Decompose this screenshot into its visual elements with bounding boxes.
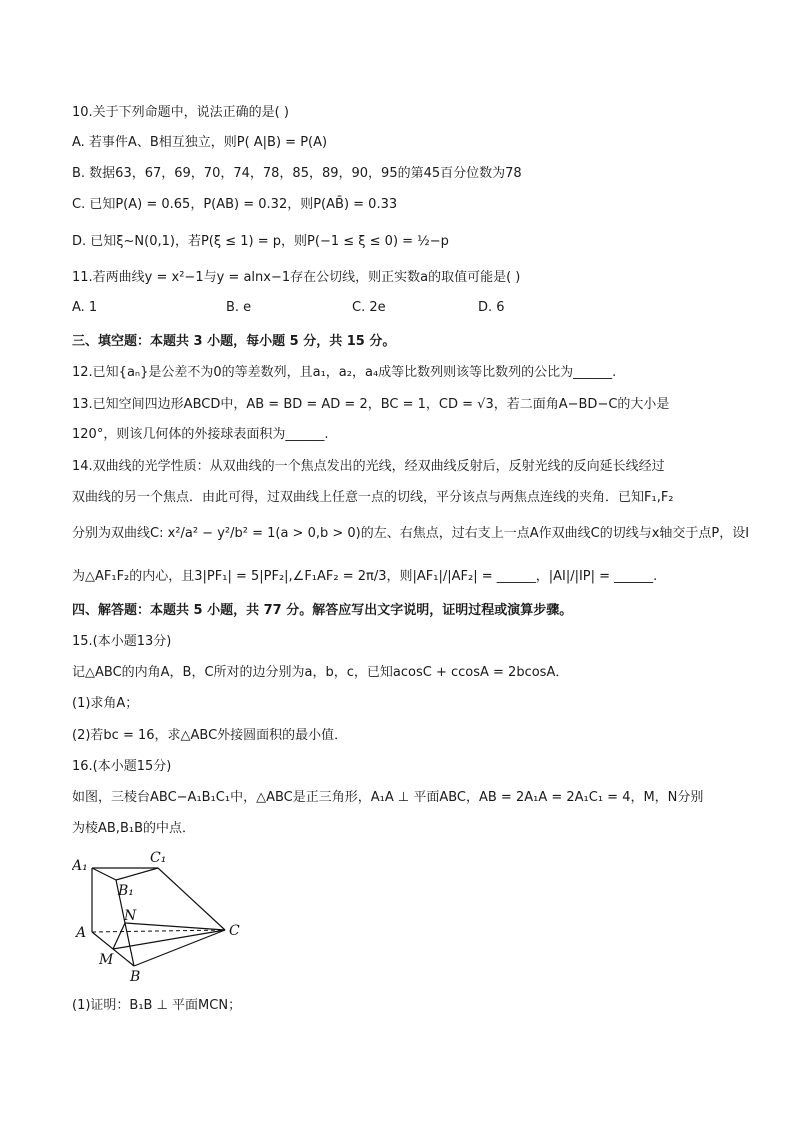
- label-n: N: [124, 908, 137, 924]
- q16-part-1: (1)证明：B₁B ⊥ 平面MCN；: [72, 998, 242, 1013]
- q10-option-b: B. 数据63，67，69，70，74，78，85，89，90，95的第45百分位数为78: [72, 166, 522, 181]
- q11-option-d: D. 6: [478, 300, 505, 315]
- q15-header: 15.(本小题13分): [72, 634, 172, 649]
- q13-line-2: 120°，则该几何体的外接球表面积为______.: [72, 427, 329, 442]
- q11-option-c: C. 2e: [352, 300, 386, 315]
- frustum-figure: [72, 850, 247, 985]
- hidden-edge-ac: [92, 930, 225, 932]
- q12: 12.已知{aₙ}是公差不为0的等差数列，且a₁，a₂，a₄成等比数列则该等比数列的公比为______.: [72, 365, 617, 380]
- label-c1: C₁: [150, 850, 167, 866]
- q15-part-1: (1)求角A；: [72, 696, 139, 711]
- q15-part-2: (2)若bc = 16，求△ABC外接圆面积的最小值．: [72, 728, 348, 743]
- label-b1: B₁: [118, 883, 134, 899]
- q14-line-1: 14.双曲线的光学性质：从双曲线的一个焦点发出的光线，经双曲线反射后，反射光线的反向延长线经过: [72, 459, 665, 474]
- q10-option-a: A. 若事件A、B相互独立，则P( A|B) = P(A): [72, 135, 328, 150]
- q16-line-1: 如图，三棱台ABC−A₁B₁C₁中，△ABC是正三角形，A₁A ⊥ 平面ABC，AB = 2A₁A = 2A₁C₁ = 4，M，N分别: [72, 790, 704, 805]
- q11-stem: 11.若两曲线y = x²−1与y = alnx−1存在公切线，则正实数a的取值可能是( ): [72, 270, 521, 285]
- label-m: M: [99, 952, 114, 968]
- q10-option-c: C. 已知P(A) = 0.65，P(AB) = 0.32，则P(AB̄) = 0.33: [72, 197, 398, 212]
- label-c: C: [229, 923, 240, 939]
- label-b: B: [130, 969, 141, 985]
- label-a1: A₁: [72, 858, 88, 874]
- q14-line-3: 分别为双曲线C: x²/a² − y²/b² = 1(a > 0,b > 0)的左、右焦点，过右支上一点A作双曲线C的切线与x轴交于点P，设I: [72, 526, 750, 541]
- q14-line-2: 双曲线的另一个焦点．由此可得，过双曲线上任意一点的切线，平分该点与两焦点连线的夹角．已知F₁,F₂: [72, 490, 674, 505]
- q11-option-b: B. e: [226, 300, 252, 315]
- q14-line-4: 为△AF₁F₂的内心，且3|PF₁| = 5|PF₂|,∠F₁AF₂ = 2π/3，则|AF₁|/|AF₂| = ______，|AI|/|IP| = ______.: [72, 569, 658, 584]
- label-a: A: [76, 925, 87, 941]
- q11-option-a: A. 1: [72, 300, 98, 315]
- section-3-heading: 三、填空题：本题共 3 小题，每小题 5 分，共 15 分。: [72, 334, 396, 349]
- q10-stem: 10.关于下列命题中，说法正确的是( ): [72, 105, 289, 120]
- q16-line-2: 为棱AB,B₁B的中点．: [72, 821, 195, 836]
- section-4-heading: 四、解答题：本题共 5 小题，共 77 分。解答应写出文字说明，证明过程或演算步骤。: [72, 603, 573, 618]
- q15-stem: 记△ABC的内角A，B，C所对的边分别为a，b，c，已知acosC + ccosA = 2bcosA．: [72, 665, 569, 680]
- q10-option-d: D. 已知ξ~N(0,1)，若P(ξ ≤ 1) = p，则P(−1 ≤ ξ ≤ 0) = ½−p: [72, 234, 449, 249]
- q16-header: 16.(本小题15分): [72, 759, 172, 774]
- q13-line-1: 13.已知空间四边形ABCD中，AB = BD = AD = 2，BC = 1，CD = √3，若二面角A−BD−C的大小是: [72, 397, 670, 412]
